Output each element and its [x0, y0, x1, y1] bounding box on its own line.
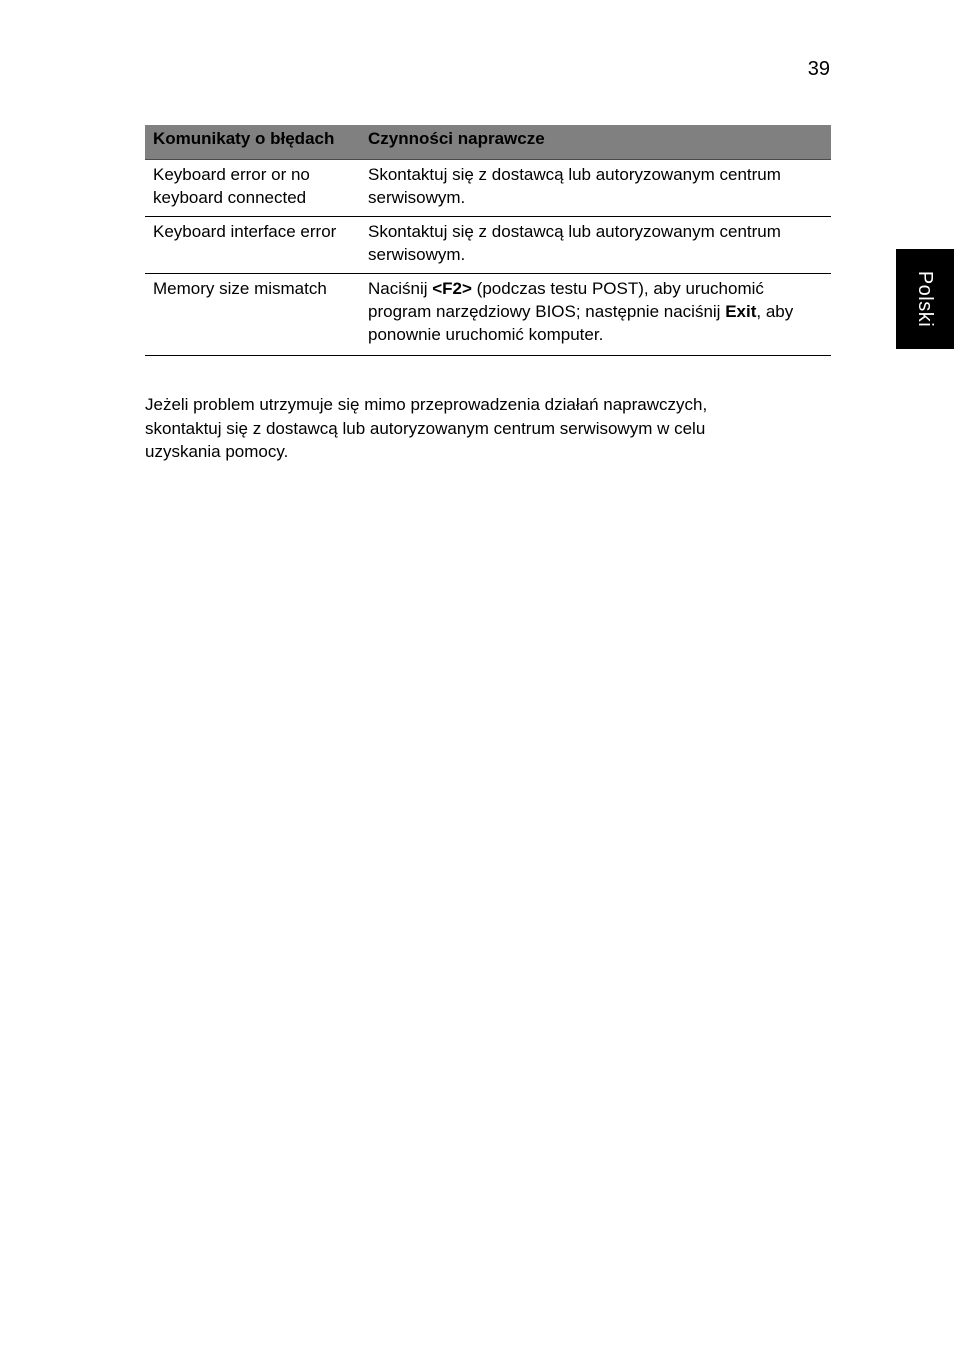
table-row [145, 274, 831, 356]
language-tab-label: Polski [914, 270, 936, 328]
corrective-action-cell [360, 274, 831, 356]
error-messages-table [145, 125, 831, 356]
table-header-row [145, 125, 831, 160]
error-message-cell: Keyboard interface error [145, 217, 360, 274]
action-text: (podczas testu POST), aby uruchomić program narzędziowy BIOS; następnie naciśnij [368, 279, 764, 321]
language-tab [896, 249, 954, 349]
corrective-action-cell [360, 160, 831, 217]
support-paragraph: Jeżeli problem utrzymuje się mimo przeprowadzenia działań naprawczych, skontaktuj się z dostawcą lub autoryzowanym centrum serwisowym w celu uzyskania pomocy. [145, 395, 708, 461]
action-text: Naciśnij [368, 279, 433, 298]
key-f2: <F2> [432, 279, 472, 298]
table-row [145, 217, 831, 274]
action-text: , aby ponownie uruchomić komputer. [368, 302, 794, 344]
header-corrective-actions: Czynności naprawcze [360, 125, 831, 160]
action-text: Skontaktuj się z dostawcą lub autoryzowanym centrum serwisowym. [368, 222, 781, 264]
error-message-cell: Memory size mismatch [145, 274, 360, 356]
corrective-action-cell [360, 217, 831, 274]
page-number: 39 [807, 58, 830, 80]
header-error-messages: Komunikaty o błędach [145, 125, 360, 160]
error-message-cell: Keyboard error or no keyboard connected [145, 160, 360, 217]
table-row [145, 160, 831, 217]
key-exit: Exit [725, 302, 757, 321]
action-text: Skontaktuj się z dostawcą lub autoryzowanym centrum serwisowym. [368, 165, 781, 207]
